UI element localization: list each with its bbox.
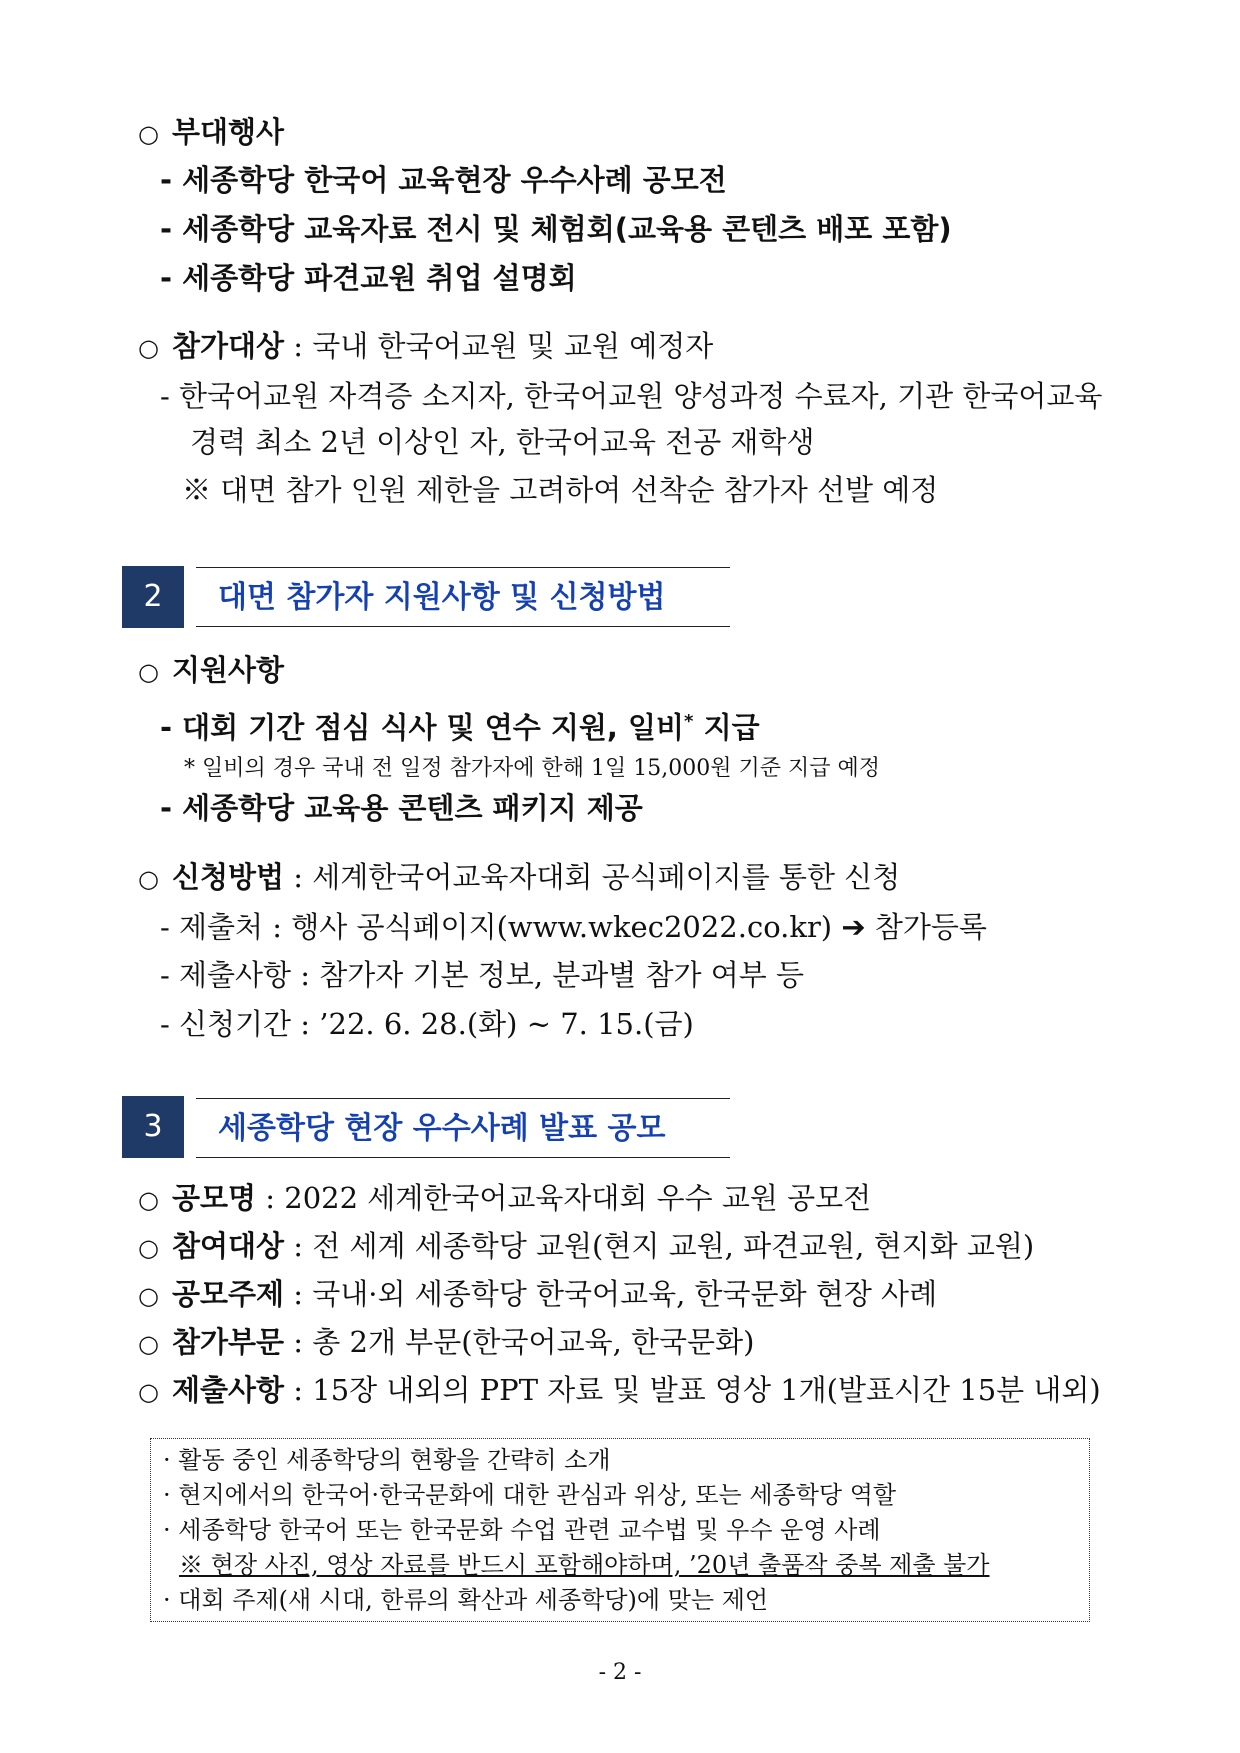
support-item: - 세종학당 교육용 콘텐츠 패키지 제공 — [160, 791, 643, 825]
section-3-title: 세종학당 현장 우수사례 발표 공모 — [196, 1098, 730, 1158]
arrow-right-icon: ➔ — [841, 910, 866, 944]
apply-item: - 제출처 : 행사 공식페이지(www.wkec2022.co.kr) ➔ 참가등록 — [160, 910, 987, 944]
guideline-item: · 대회 주제(새 시대, 한류의 확산과 세종학당)에 맞는 제언 — [163, 1586, 769, 1614]
contest-row: ○ 공모명 : 2022 세계한국어교육자대회 우수 교원 공모전 — [138, 1180, 871, 1218]
circle-bullet-icon: ○ — [138, 120, 159, 148]
apply-value: : 세계한국어교육자대회 공식페이지를 통한 신청 — [284, 860, 901, 894]
sub-event-item: - 세종학당 한국어 교육현장 우수사례 공모전 — [160, 163, 727, 197]
section-3-number: 3 — [122, 1096, 184, 1158]
guideline-item: · 세종학당 한국어 또는 한국문화 수업 관련 교수법 및 우수 운영 사례 — [163, 1516, 881, 1544]
guideline-note: ※ 현장 사진, 영상 자료를 반드시 포함해야하며, ’20년 출품작 중복 제출 불가 — [179, 1551, 990, 1579]
contest-row: ○ 공모주제 : 국내·외 세종학당 한국어교육, 한국문화 현장 사례 — [138, 1276, 937, 1314]
participants-detail: 경력 최소 2년 이상인 자, 한국어교육 전공 재학생 — [190, 425, 815, 459]
sub-events-heading: ○ 부대행사 — [138, 114, 284, 152]
circle-bullet-icon: ○ — [138, 1282, 159, 1310]
guideline-item: · 활동 중인 세종학당의 현황을 간략히 소개 — [163, 1446, 611, 1474]
guideline-item: · 현지에서의 한국어·한국문화에 대한 관심과 위상, 또는 세종학당 역할 — [163, 1481, 897, 1509]
support-item: - 대회 기간 점심 식사 및 연수 지원, 일비* 지급 — [160, 710, 760, 745]
participants-label: 참가대상 — [172, 329, 285, 363]
circle-bullet-icon: ○ — [138, 1378, 159, 1406]
circle-bullet-icon: ○ — [138, 1186, 159, 1214]
circle-bullet-icon: ○ — [138, 658, 159, 686]
contest-row: ○ 참가부문 : 총 2개 부문(한국어교육, 한국문화) — [138, 1324, 754, 1362]
support-footnote: * 일비의 경우 국내 전 일정 참가자에 한해 1일 15,000원 기준 지급 예정 — [184, 756, 880, 781]
page-number: - 2 - — [598, 1660, 642, 1685]
apply-row — [138, 859, 900, 897]
circle-bullet-icon: ○ — [138, 334, 159, 362]
apply-label: 신청방법 — [172, 860, 285, 894]
section-2-title: 대면 참가자 지원사항 및 신청방법 — [196, 567, 730, 627]
circle-bullet-icon: ○ — [138, 865, 159, 893]
circle-bullet-icon: ○ — [138, 1234, 159, 1262]
footnote-mark: * — [684, 711, 694, 732]
apply-item: - 신청기간 : ’22. 6. 28.(화) ~ 7. 15.(금) — [160, 1007, 694, 1041]
sub-event-item: - 세종학당 교육자료 전시 및 체험회(교육용 콘텐츠 배포 포함) — [160, 212, 952, 246]
circle-bullet-icon: ○ — [138, 1330, 159, 1358]
participants-note: ※ 대면 참가 인원 제한을 고려하여 선착순 참가자 선발 예정 — [182, 473, 939, 507]
section-2-number: 2 — [122, 566, 184, 628]
participants-row — [138, 328, 713, 366]
sub-event-item: - 세종학당 파견교원 취업 설명회 — [160, 261, 577, 295]
apply-item: - 제출사항 : 참가자 기본 정보, 분과별 참가 여부 등 — [160, 958, 805, 992]
submission-guideline-box — [150, 1438, 1090, 1622]
contest-row: ○ 참여대상 : 전 세계 세종학당 교원(현지 교원, 파견교원, 현지화 교원) — [138, 1228, 1034, 1266]
support-heading: ○ 지원사항 — [138, 652, 284, 690]
participants-value: : 국내 한국어교원 및 교원 예정자 — [284, 329, 714, 363]
contest-row: ○ 제출사항 : 15장 내외의 PPT 자료 및 발표 영상 1개(발표시간 15분 내외) — [138, 1372, 1101, 1410]
participants-detail: - 한국어교원 자격증 소지자, 한국어교원 양성과정 수료자, 기관 한국어교육 — [160, 379, 1103, 413]
